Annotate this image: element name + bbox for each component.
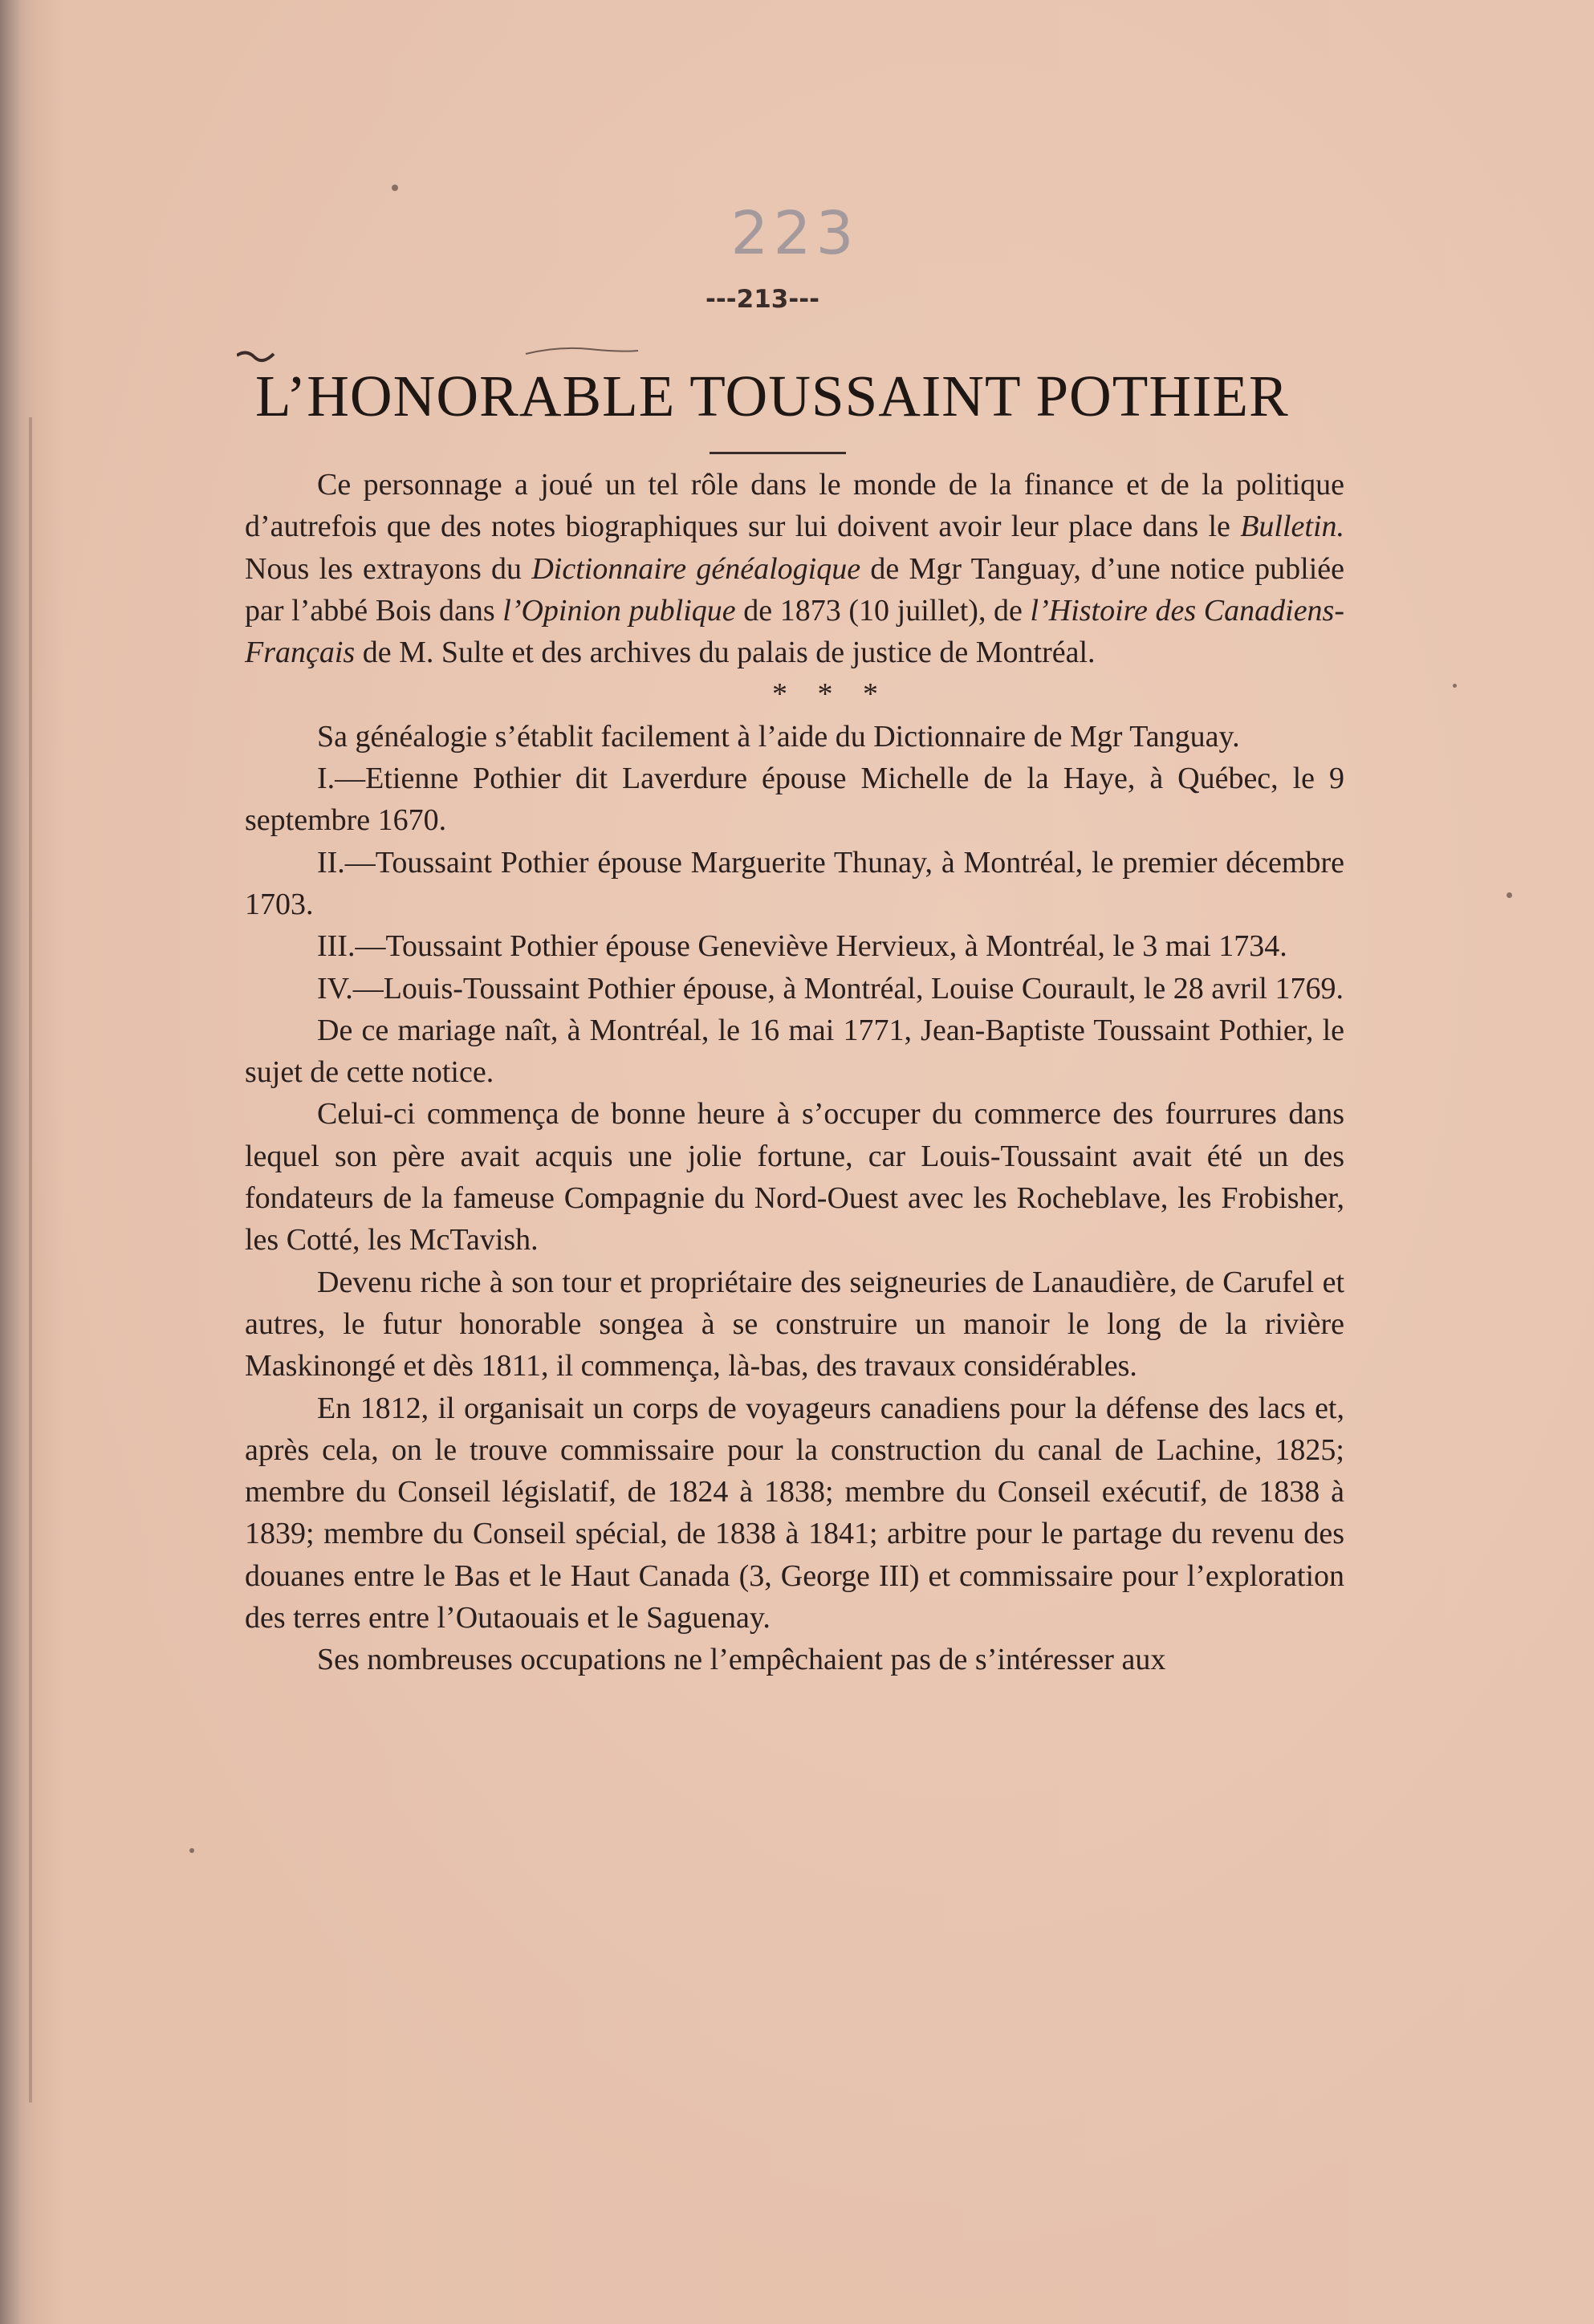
foxing-spot bbox=[189, 1848, 194, 1853]
italic-title-segment: Bulletin. bbox=[1240, 510, 1344, 544]
paragraph: III.—Toussaint Pothier épouse Geneviève Hervieux, à Montréal, le 3 mai 1734. bbox=[317, 929, 1287, 964]
article-body bbox=[245, 464, 1344, 1681]
paragraph: En 1812, il organisait un corps de voyageurs canadiens pour la défense des lacs et, après cela, on le trouve commissaire pour la construction du canal de Lachine, 1825; membre du Conseil législatif, de 1824 à 1838; membre du Conseil exécutif, de 1838 à 1839; membre du Conseil spécial, de 1838 à 1841; arbitre pour le partage du revenu des douanes entre le Bas et le Haut Canada (3, George III) et commissaire pour l’exploration des terres entre l’Outaouais et le Saguenay. bbox=[245, 1391, 1344, 1635]
paragraph: Devenu riche à son tour et propriétaire des seigneuries de Lanaudière, de Carufel et autres, le futur honorable songea à se construire un manoir le long de la rivière Maskinongé et dès 1811, il commença, là-bas, des travaux considérables. bbox=[245, 1265, 1344, 1383]
text-segment: de Mgr Tanguay, d’une notice publiée par l’abbé Bois dans bbox=[245, 551, 1344, 628]
text-segment: de M. Sulte et des archives du palais de justice de Montréal. bbox=[355, 636, 1096, 670]
italic-title-segment: l’Opinion publique bbox=[502, 593, 736, 628]
pen-scribble bbox=[237, 341, 654, 365]
paragraph: I.—Etienne Pothier dit Laverdure épouse Michelle de la Haye, à Québec, le 9 septembre 1670. bbox=[245, 762, 1344, 838]
italic-title-segment: Dictionnaire généalogique bbox=[531, 551, 861, 586]
archive-number-stamp: 223 bbox=[730, 199, 859, 268]
binding-crease bbox=[29, 417, 32, 2103]
paragraph: IV.—Louis-Toussaint Pothier épouse, à Montréal, Louise Courault, le 28 avril 1769. bbox=[317, 971, 1344, 1006]
foxing-spot bbox=[1507, 892, 1512, 898]
foxing-spot bbox=[1453, 684, 1457, 688]
paragraph: II.—Toussaint Pothier épouse Marguerite Thunay, à Montréal, le premier décembre 1703. bbox=[245, 845, 1344, 921]
paragraph: Sa généalogie s’établit facilement à l’aide du Dictionnaire de Mgr Tanguay. bbox=[317, 719, 1240, 754]
article-title: L’HONORABLE TOUSSAINT POTHIER bbox=[255, 364, 1289, 429]
foxing-spot bbox=[392, 185, 398, 191]
text-segment: Nous les extrayons du bbox=[245, 551, 532, 586]
section-separator: * * * bbox=[772, 677, 889, 712]
italic-title-segment: l’Histoire des Canadiens-Français bbox=[245, 593, 1345, 670]
title-rule bbox=[710, 452, 846, 454]
paragraph: De ce mariage naît, à Montréal, le 16 mai 1771, Jean-Baptiste Toussaint Pothier, le sujet de cette notice. bbox=[245, 1013, 1344, 1090]
paragraph: Ses nombreuses occupations ne l’empêchaient pas de s’intéresser aux bbox=[317, 1643, 1166, 1677]
paragraph: Celui-ci commença de bonne heure à s’occuper du commerce des fourrures dans lequel son père avait acquis une jolie fortune, car Louis-Toussaint avait été un des fondateurs de la fameuse Compagnie du Nord-Ouest avec les Rocheblave, les Frobisher, les Cotté, les McTavish. bbox=[245, 1097, 1344, 1257]
text-segment: de 1873 (10 juillet), de bbox=[735, 593, 1031, 628]
binding-edge bbox=[0, 0, 21, 2324]
intro-paragraph bbox=[245, 464, 1344, 673]
page-number: ---213--- bbox=[706, 285, 819, 314]
text-segment: Ce personnage a joué un tel rôle dans le monde de la finance et de la politique d’autrefois que des notes biographiques sur lui doivent avoir leur place dans le bbox=[245, 468, 1344, 544]
